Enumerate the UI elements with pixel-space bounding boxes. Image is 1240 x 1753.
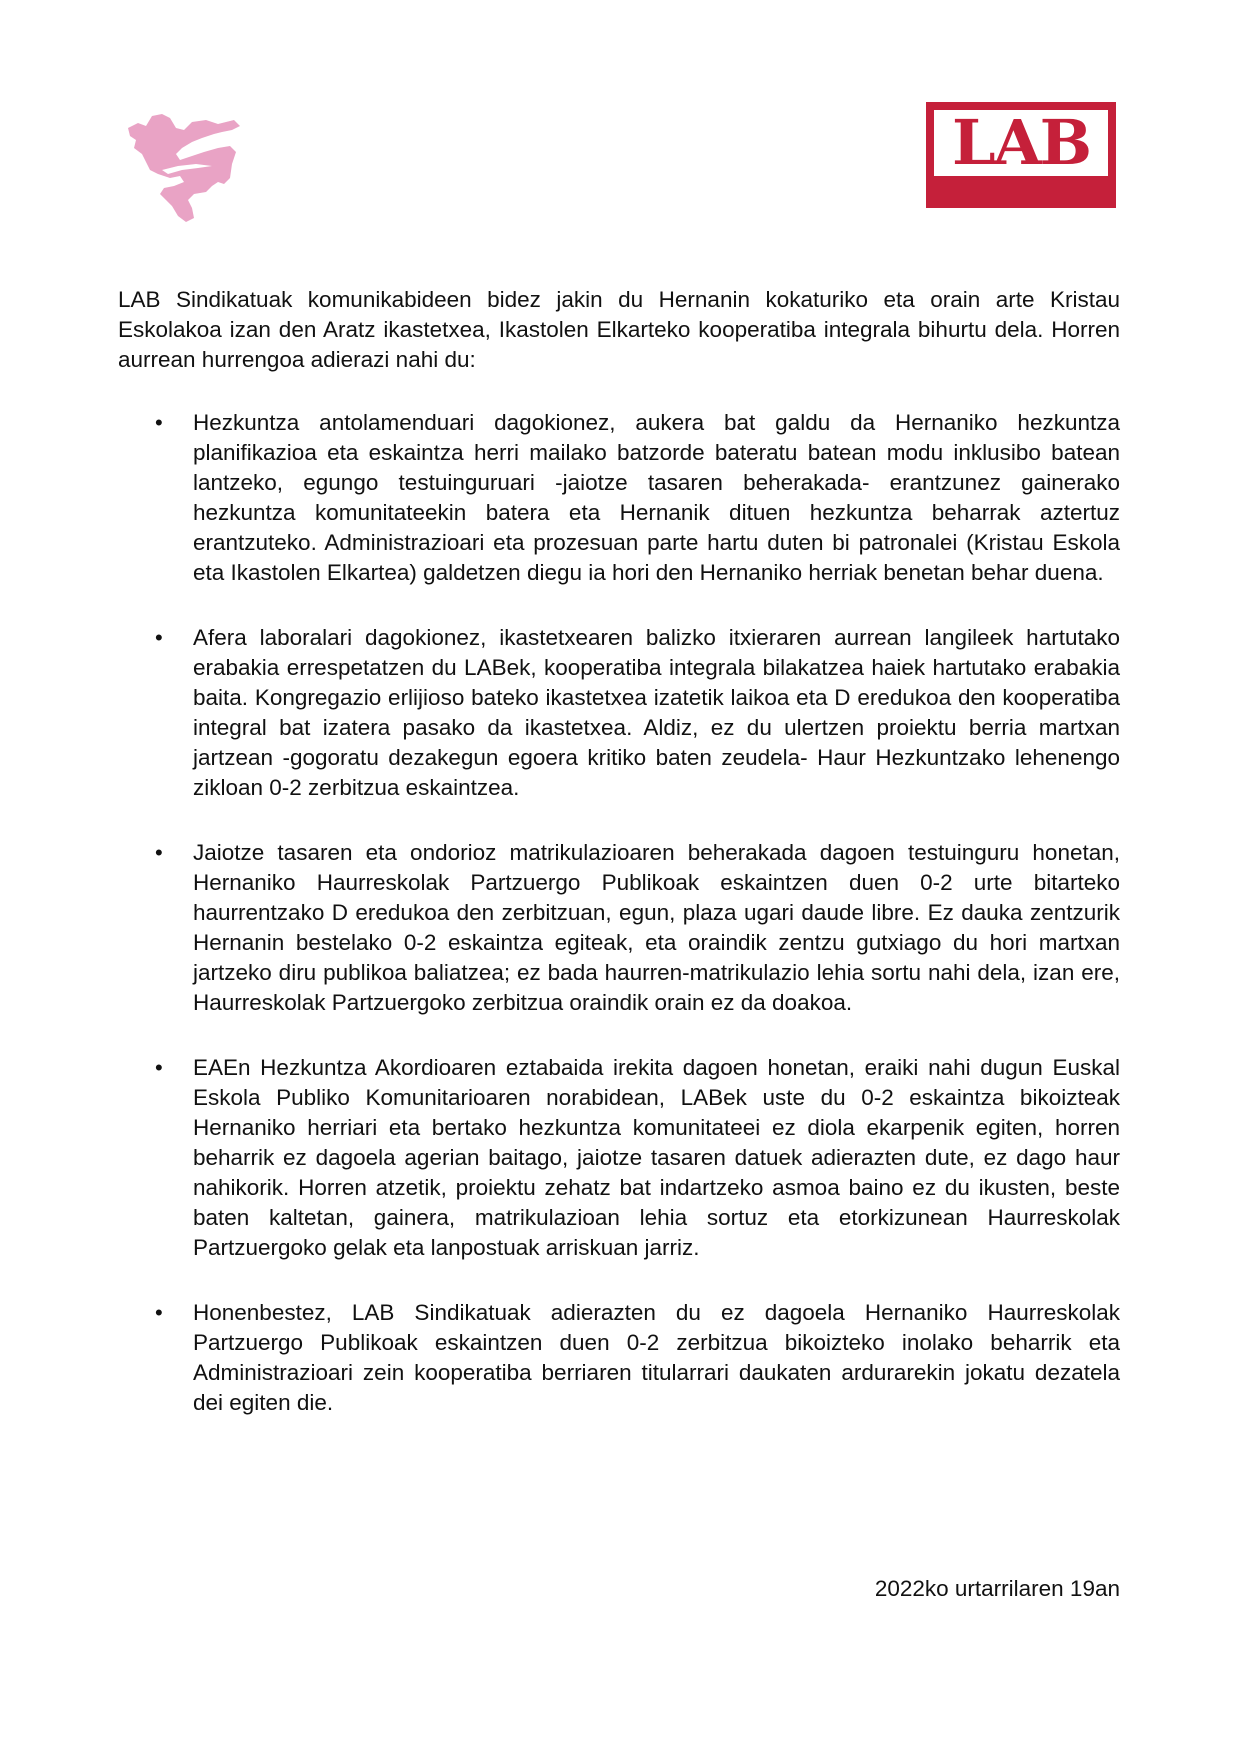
- document-date: 2022ko urtarrilaren 19an: [874, 1576, 1120, 1601]
- statement-point: [118, 1298, 1120, 1418]
- intro-paragraph: LAB Sindikatuak komunikabideen bidez jakin du Hernanin kokaturiko eta orain arte Kristau Eskolakoa izan den Aratz ikastetxea, Ikastolen Elkarteko kooperatiba integrala bihurtu dela. Horren aurrean hurrengoa adierazi nahi du:: [118, 287, 1120, 372]
- lab-logo: [926, 102, 1116, 208]
- statement-point-text: Afera laboralari dagokionez, ikastetxearen balizko itxieraren aurrean langileek hartutako erabakia errespetatzen du LABek, kooperatiba integrala bilakatzea haiek hartutako erabakia baita. Kongregazio erlijioso bateko ikastetxea izatetik laikoa eta D eredukoa den kooperatiba integral bat izatera pasako da ikastetxea. Aldiz, ez du ulertzen proiektu berria martxan jartzean -gogoratu dezakegun egoera kritiko baten zeudela- Haur Hezkuntzako lehenengo zikloan 0-2 zerbitzua eskaintzea.: [193, 625, 1120, 800]
- statement-point-text: EAEn Hezkuntza Akordioaren eztabaida irekita dagoen honetan, eraiki nahi dugun Euskal Eskola Publiko Komunitarioaren norabidean, LABek uste du 0-2 eskaintza bikoizteak Hernaniko herriari eta bertako hezkuntza komunitateei ez diola ekarpenik egiten, horren beharrik ez dagoela agerian baitago, jaiotze tasaren datuek adierazten dute, ez dago haur nahikorik. Horren atzetik, proiektu zehatz bat indartzeko asmoa baino ez du ikusten, beste baten kaltetan, gainera, matrikulazioan lehia sortuz eta etorkizunean Haurreskolak Partzuergoko gelak eta lanpostuak arriskuan jarriz.: [193, 1055, 1120, 1260]
- bullet-icon: •: [155, 1055, 163, 1080]
- basque-country-map-logo: [122, 108, 244, 224]
- bullet-icon: •: [155, 410, 163, 435]
- statement-point-text: Jaiotze tasaren eta ondorioz matrikulazioaren beherakada dagoen testuinguru honetan, Hernaniko Haurreskolak Partzuergo Publikoak eskaintzen duen 0-2 urte bitarteko haurrentzako D eredukoa den zerbitzuan, egun, plaza ugari daude libre. Ez dauka zentzurik Hernanin bestelako 0-2 eskaintza egiteak, eta oraindik zentzu gutxiago du hori martxan jartzeko diru publikoa baliatzea; ez bada haurren-matrikulazio lehia sortu nahi dela, izan ere, Haurreskolak Partzuergoko zerbitzua oraindik orain ez da doakoa.: [193, 840, 1120, 1015]
- statement-point: [118, 1053, 1120, 1263]
- bullet-icon: •: [155, 1300, 163, 1325]
- bullet-icon: •: [155, 840, 163, 865]
- lab-logo-text: LAB: [951, 106, 1091, 179]
- bullet-icon: •: [155, 625, 163, 650]
- statement-points-list: [118, 408, 1120, 1418]
- statement-point: [118, 408, 1120, 588]
- statement-point: [118, 838, 1120, 1018]
- document-body: [118, 285, 1120, 1453]
- statement-point: [118, 623, 1120, 803]
- statement-point-text: Honenbestez, LAB Sindikatuak adierazten du ez dagoela Hernaniko Haurreskolak Partzuergo Publikoak eskaintzen duen 0-2 zerbitzua bikoizteko inolako beharrik eta Administrazioari zein kooperatiba berriaren titularrari daukaten ardurarekin jokatu dezatela dei egiten die.: [193, 1300, 1120, 1415]
- basque-country-map-logo-icon: [122, 108, 244, 224]
- statement-point-text: Hezkuntza antolamenduari dagokionez, aukera bat galdu da Hernaniko hezkuntza planifikazioa eta eskaintza herri mailako batzorde bateratu batean modu inklusibo batean lantzeko, egungo testuinguruari -jaiotze tasaren beherakada- erantzunez gainerako hezkuntza komunitateekin batera eta Hernanik dituen hezkuntza beharrak aztertuz erantzuteko. Administrazioari eta prozesuan parte hartu duten bi patronalei (Kristau Eskola eta Ikastolen Elkartea) galdetzen diegu ia hori den Hernaniko herriak benetan behar duena.: [193, 410, 1120, 585]
